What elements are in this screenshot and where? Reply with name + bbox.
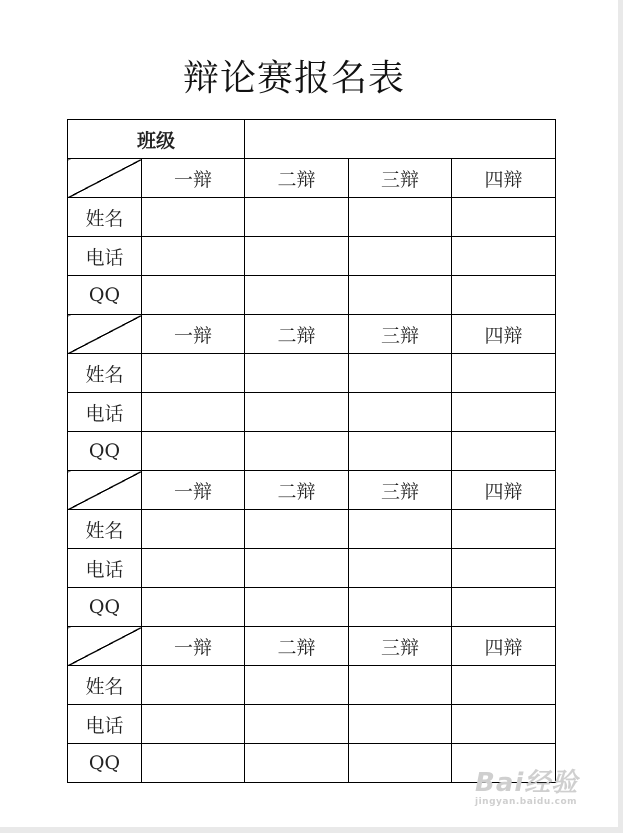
input-cell[interactable]	[142, 666, 245, 705]
diagonal-header-cell	[68, 627, 142, 666]
position-header: 四辩	[452, 471, 556, 510]
position-header: 二辩	[245, 471, 349, 510]
table-row	[68, 237, 556, 276]
position-header: 三辩	[349, 159, 452, 198]
position-header: 一辩	[142, 315, 245, 354]
class-row	[68, 120, 556, 159]
input-cell[interactable]	[349, 666, 452, 705]
position-header: 二辩	[245, 627, 349, 666]
row-label-name: 姓名	[68, 354, 142, 393]
input-cell[interactable]	[452, 354, 556, 393]
position-header: 一辩	[142, 159, 245, 198]
input-cell[interactable]	[142, 549, 245, 588]
row-label-qq: QQ	[68, 276, 142, 315]
document-title: 辩论赛报名表	[182, 58, 405, 99]
position-header: 三辩	[349, 315, 452, 354]
position-header-row	[68, 471, 556, 510]
position-header: 三辩	[349, 471, 452, 510]
table-row	[68, 276, 556, 315]
table-row	[68, 198, 556, 237]
row-label-name: 姓名	[68, 198, 142, 237]
row-label-phone: 电话	[68, 705, 142, 744]
input-cell[interactable]	[349, 549, 452, 588]
input-cell[interactable]	[142, 237, 245, 276]
input-cell[interactable]	[245, 237, 349, 276]
watermark-logo	[475, 762, 578, 807]
input-cell[interactable]	[349, 354, 452, 393]
input-cell[interactable]	[245, 510, 349, 549]
input-cell[interactable]	[349, 744, 452, 783]
input-cell[interactable]	[452, 237, 556, 276]
input-cell[interactable]	[452, 588, 556, 627]
row-label-phone: 电话	[68, 393, 142, 432]
input-cell[interactable]	[142, 432, 245, 471]
input-cell[interactable]	[452, 432, 556, 471]
input-cell[interactable]	[245, 666, 349, 705]
input-cell[interactable]	[349, 588, 452, 627]
input-cell[interactable]	[349, 705, 452, 744]
row-label-name: 姓名	[68, 510, 142, 549]
input-cell[interactable]	[245, 588, 349, 627]
input-cell[interactable]	[142, 705, 245, 744]
position-header-row	[68, 315, 556, 354]
input-cell[interactable]	[142, 393, 245, 432]
position-header: 三辩	[349, 627, 452, 666]
input-cell[interactable]	[245, 354, 349, 393]
diagonal-header-cell	[68, 471, 142, 510]
table-row	[68, 432, 556, 471]
position-header: 四辩	[452, 159, 556, 198]
row-label-name: 姓名	[68, 666, 142, 705]
diagonal-header-cell	[68, 315, 142, 354]
row-label-qq: QQ	[68, 432, 142, 471]
input-cell[interactable]	[349, 393, 452, 432]
class-value-cell[interactable]	[245, 120, 556, 159]
position-header: 四辩	[452, 315, 556, 354]
table-row	[68, 666, 556, 705]
watermark-url: jingyan.baidu.com	[475, 797, 578, 807]
input-cell[interactable]	[452, 198, 556, 237]
table-row	[68, 588, 556, 627]
input-cell[interactable]	[245, 549, 349, 588]
input-cell[interactable]	[349, 237, 452, 276]
table-row	[68, 549, 556, 588]
position-header-row	[68, 627, 556, 666]
position-header: 一辩	[142, 471, 245, 510]
table-row	[68, 705, 556, 744]
input-cell[interactable]	[452, 705, 556, 744]
input-cell[interactable]	[142, 354, 245, 393]
input-cell[interactable]	[349, 432, 452, 471]
row-label-qq: QQ	[68, 588, 142, 627]
class-label: 班级	[68, 120, 245, 159]
input-cell[interactable]	[142, 588, 245, 627]
position-header: 二辩	[245, 159, 349, 198]
input-cell[interactable]	[245, 276, 349, 315]
registration-table	[67, 119, 556, 783]
diagonal-header-cell	[68, 159, 142, 198]
input-cell[interactable]	[142, 510, 245, 549]
position-header: 一辩	[142, 627, 245, 666]
input-cell[interactable]	[349, 198, 452, 237]
input-cell[interactable]	[452, 510, 556, 549]
input-cell[interactable]	[245, 432, 349, 471]
position-header-row	[68, 159, 556, 198]
input-cell[interactable]	[452, 549, 556, 588]
input-cell[interactable]	[349, 276, 452, 315]
input-cell[interactable]	[142, 198, 245, 237]
table-row	[68, 354, 556, 393]
row-label-phone: 电话	[68, 237, 142, 276]
position-header: 二辩	[245, 315, 349, 354]
input-cell[interactable]	[142, 744, 245, 783]
table-row	[68, 393, 556, 432]
input-cell[interactable]	[245, 705, 349, 744]
input-cell[interactable]	[452, 276, 556, 315]
position-header: 四辩	[452, 627, 556, 666]
input-cell[interactable]	[245, 393, 349, 432]
input-cell[interactable]	[142, 276, 245, 315]
input-cell[interactable]	[245, 744, 349, 783]
input-cell[interactable]	[452, 666, 556, 705]
input-cell[interactable]	[349, 510, 452, 549]
row-label-phone: 电话	[68, 549, 142, 588]
table-row	[68, 510, 556, 549]
input-cell[interactable]	[452, 393, 556, 432]
row-label-qq: QQ	[68, 744, 142, 783]
input-cell[interactable]	[245, 198, 349, 237]
watermark-text: Bai经验	[475, 768, 579, 798]
